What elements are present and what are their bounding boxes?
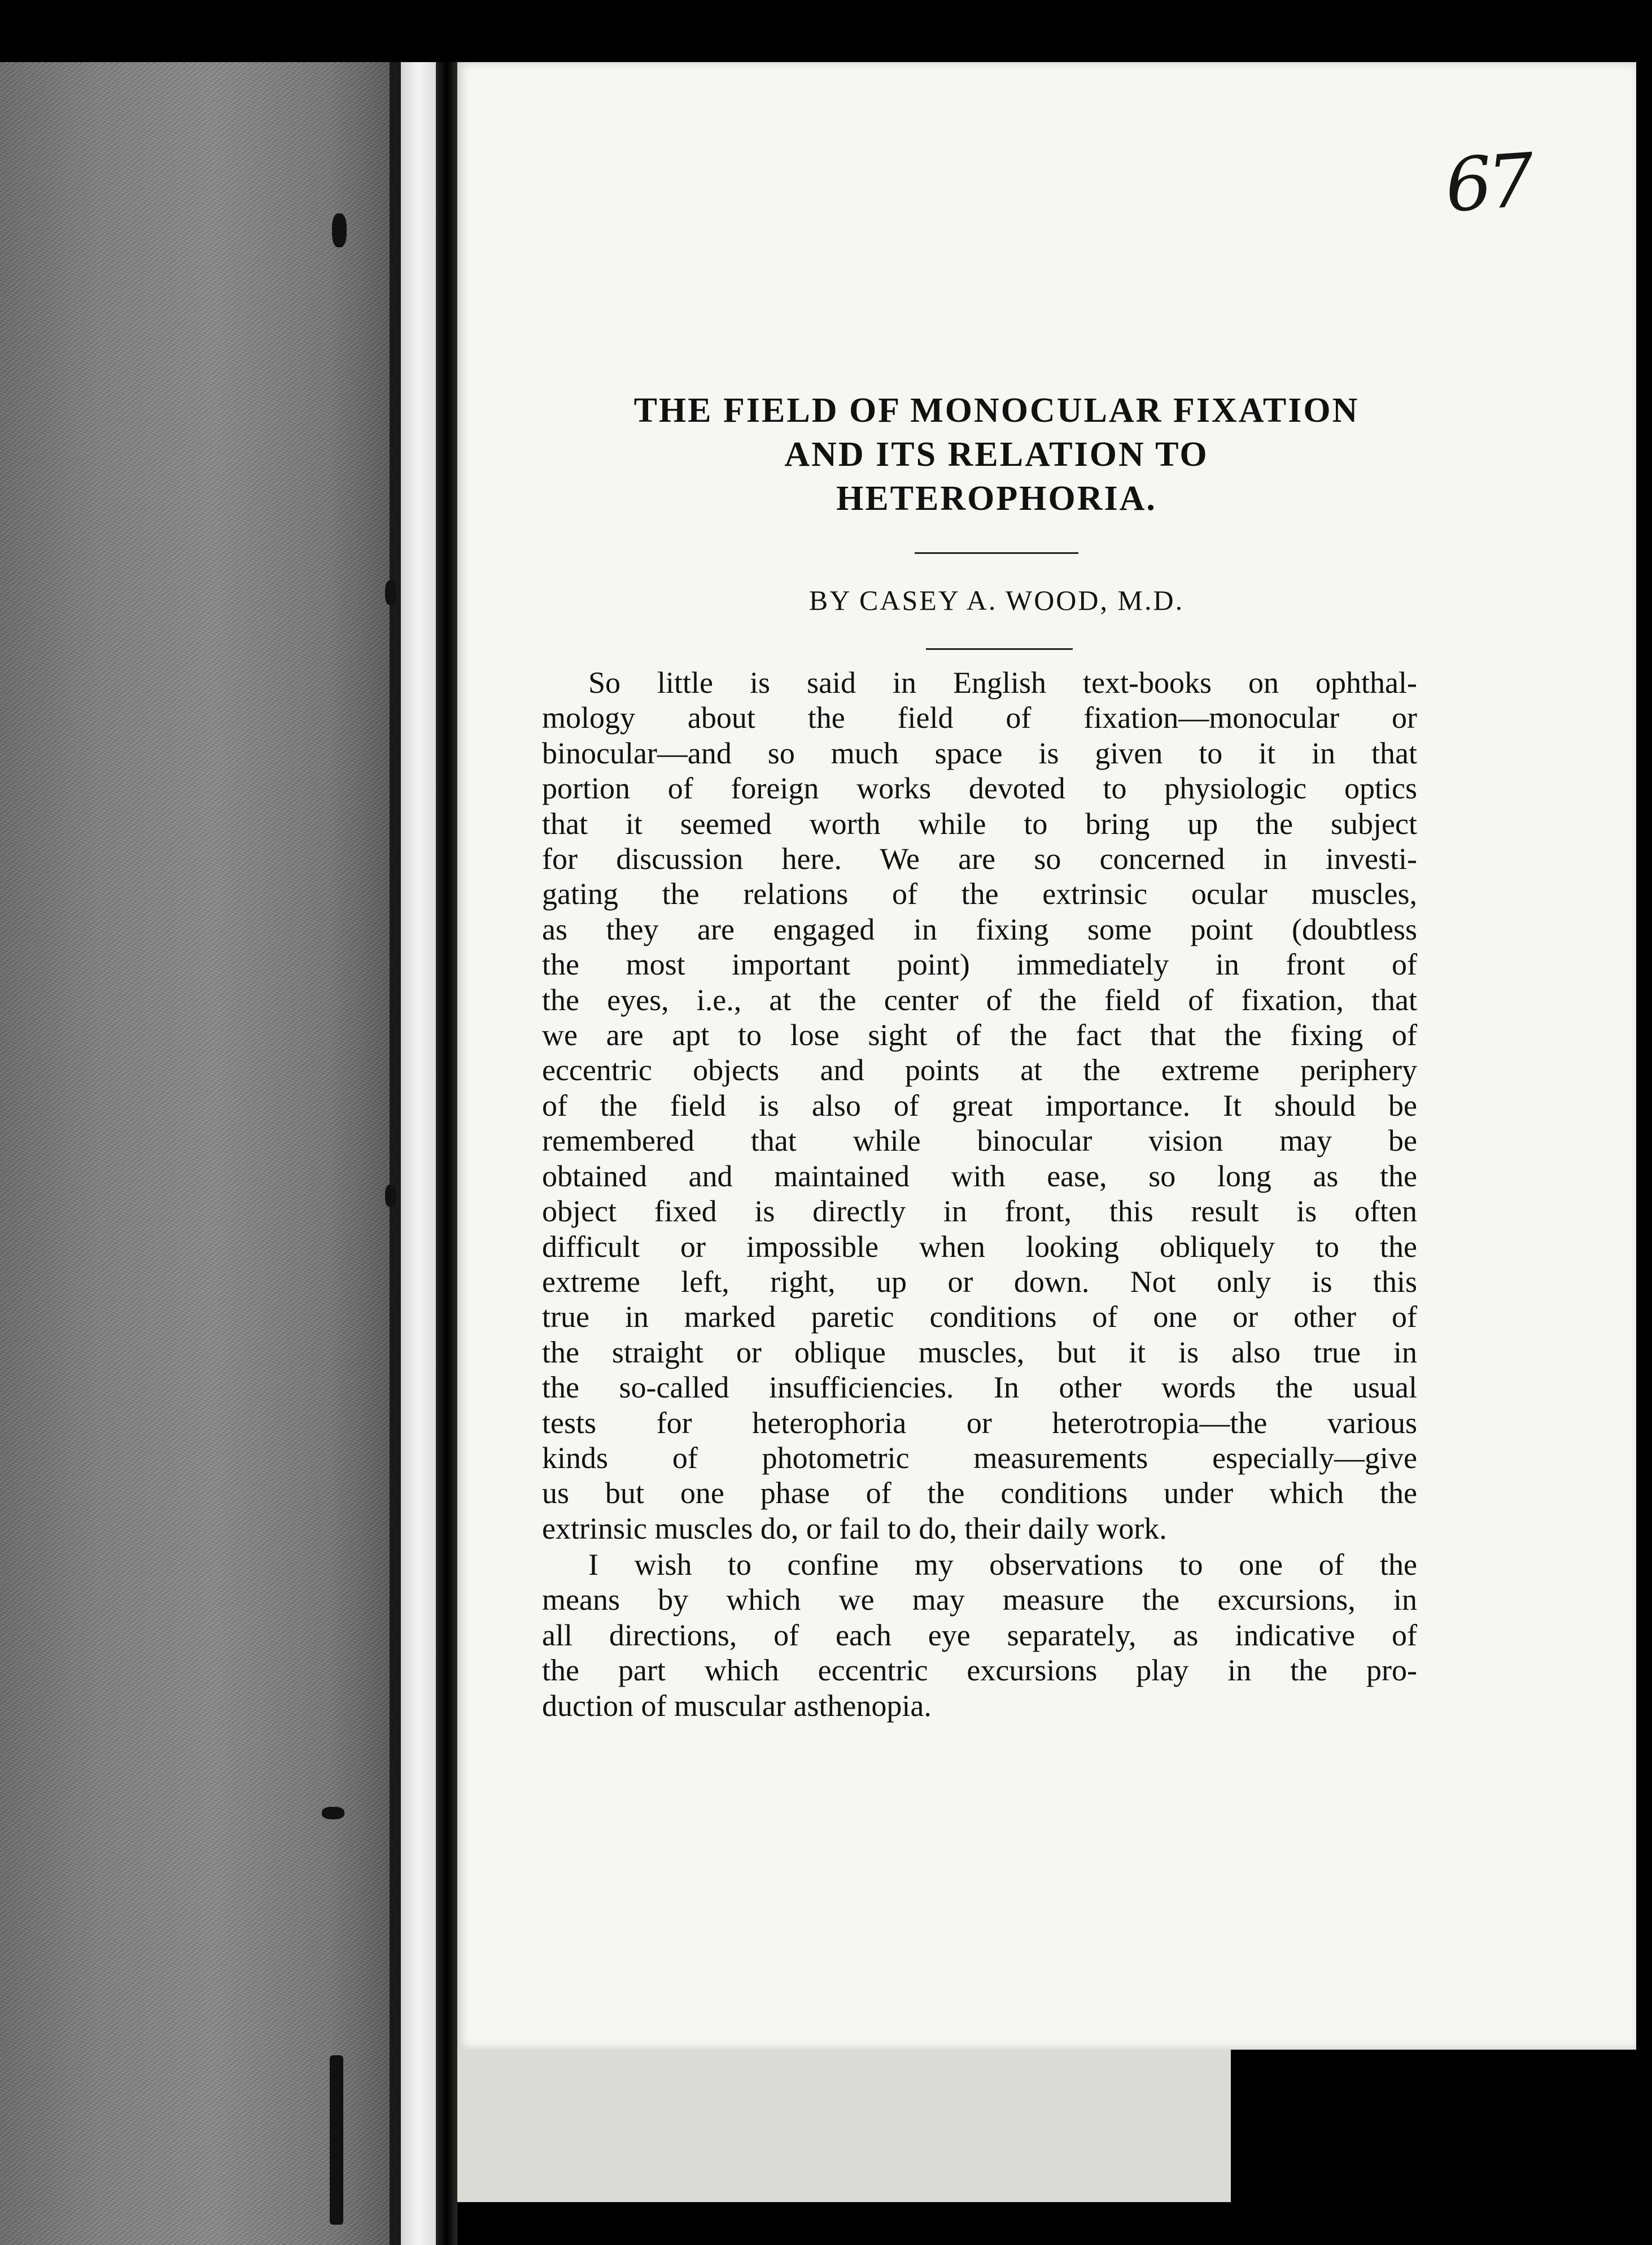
text-line: binocular—and so much space is given to it in that (542, 736, 1417, 770)
text-line: all directions, of each eye separately, as indicative of (542, 1618, 1417, 1652)
spine-shadow (390, 62, 401, 2245)
page-tab (457, 2050, 1231, 2202)
text-line: extrinsic muscles do, or fail to do, their daily work. (542, 1511, 1167, 1545)
text-line: we are apt to lose sight of the fact that the fixing of (542, 1018, 1417, 1052)
text-line: difficult or impossible when looking obliquely to the (542, 1229, 1417, 1264)
text-line: mology about the field of fixation—monocular or (542, 701, 1417, 735)
text-line: us but one phase of the conditions under which the (542, 1476, 1417, 1510)
text-line: gating the relations of the extrinsic ocular muscles, (542, 877, 1417, 911)
title-line: AND ITS RELATION TO (784, 435, 1209, 474)
text-line: of the field is also of great importance. It should be (542, 1088, 1417, 1122)
cover-board (0, 62, 390, 2245)
binding-mark (385, 580, 396, 605)
text-line: means by which we may measure the excursions, in (542, 1583, 1417, 1617)
text-line: that it seemed worth while to bring up the subject (542, 806, 1417, 841)
binding-mark (332, 213, 347, 247)
text-line: the part which eccentric excursions play in the pro- (542, 1653, 1417, 1688)
text-line: the eyes, i.e., at the center of the field of fixation, that (542, 982, 1417, 1017)
spine-strip (401, 62, 436, 2245)
title-line: HETEROPHORIA. (836, 479, 1157, 518)
text-line: remembered that while binocular vision may be (542, 1124, 1417, 1158)
text-line: duction of muscular asthenopia. (542, 1688, 932, 1723)
paragraph (542, 665, 1417, 1546)
folio-number: 67 (1442, 137, 1533, 229)
text-line: portion of foreign works devoted to physiologic optics (542, 771, 1417, 806)
article-title (542, 388, 1451, 521)
binding-mark (322, 1807, 344, 1819)
binding-mark (330, 2055, 343, 2225)
text-line: kinds of photometric measurements especially—give (542, 1440, 1417, 1475)
author-byline: BY CASEY A. WOOD, M.D. (808, 584, 1185, 616)
text-line: tests for heterophoria or heterotropia—the various (542, 1405, 1417, 1440)
binding-mark (385, 1185, 396, 1207)
text-line: I wish to confine my observations to one of the (588, 1548, 1417, 1582)
text-line: the most important point) immediately in front of (542, 947, 1417, 982)
text-line: obtained and maintained with ease, so long as the (542, 1159, 1417, 1193)
text-line: eccentric objects and points at the extreme periphery (542, 1053, 1417, 1087)
page-edge (1636, 102, 1652, 2245)
divider-rule (926, 648, 1073, 650)
paragraph (542, 1547, 1417, 1723)
text-line: So little is said in English text-books on ophthal- (588, 666, 1417, 700)
text-line: extreme left, right, up or down. Not only is this (542, 1264, 1417, 1299)
title-line: THE FIELD OF MONOCULAR FIXATION (633, 391, 1360, 430)
divider-rule (915, 552, 1078, 554)
text-line: for discussion here. We are so concerned in investi- (542, 842, 1417, 876)
text-line: object fixed is directly in front, this result is often (542, 1194, 1417, 1229)
text-line: as they are engaged in fixing some point (doubtless (542, 912, 1417, 946)
gutter (436, 62, 457, 2245)
text-line: true in marked paretic conditions of one or other of (542, 1300, 1417, 1334)
text-line: the straight or oblique muscles, but it is also true in (542, 1335, 1417, 1369)
text-line: the so-called insufficiencies. In other words the usual (542, 1370, 1417, 1405)
